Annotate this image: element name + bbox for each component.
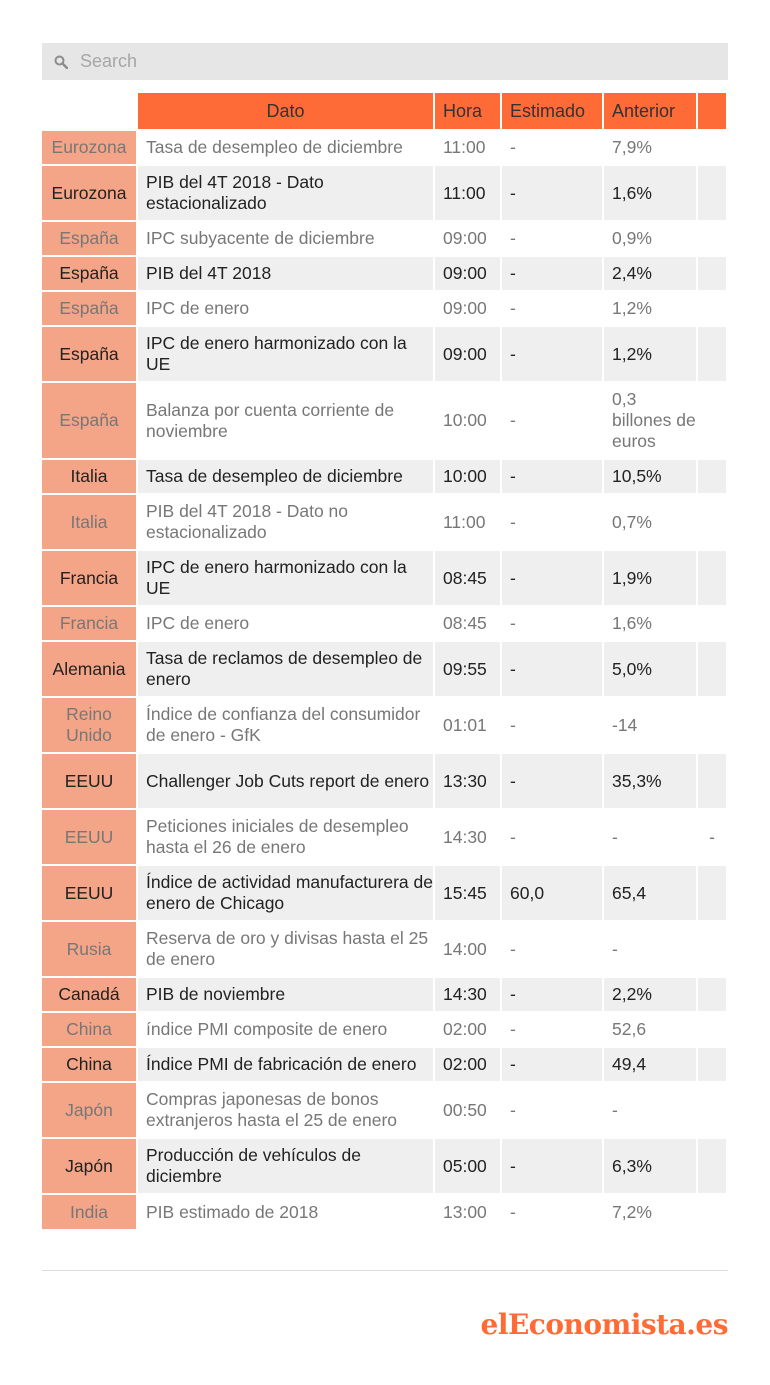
table-row (42, 865, 726, 921)
table-row (42, 753, 726, 809)
estimado-cell: - (501, 809, 603, 865)
dato-cell: Balanza por cuenta corriente de noviembre (137, 382, 434, 459)
estimado-cell: - (501, 697, 603, 753)
anterior-cell: 0,9% (603, 221, 697, 256)
country-cell: España (42, 382, 137, 459)
dato-cell: Índice PMI de fabricación de enero (137, 1047, 434, 1082)
anterior-cell: 2,2% (603, 977, 697, 1012)
anterior-cell: 65,4 (603, 865, 697, 921)
extra-cell (697, 1047, 726, 1082)
table-row (42, 291, 726, 326)
country-cell: China (42, 1047, 137, 1082)
table-row (42, 1138, 726, 1194)
extra-cell (697, 606, 726, 641)
country-cell: España (42, 326, 137, 382)
header-hora[interactable]: Hora (434, 93, 501, 130)
estimado-cell: - (501, 256, 603, 291)
country-cell: Japón (42, 1082, 137, 1138)
dato-cell: PIB estimado de 2018 (137, 1194, 434, 1229)
anterior-cell: 2,4% (603, 256, 697, 291)
table-row (42, 130, 726, 165)
dato-cell: PIB del 4T 2018 - Dato estacionalizado (137, 165, 434, 221)
estimado-cell: - (501, 641, 603, 697)
header-dato[interactable]: Dato (137, 93, 434, 130)
table-row (42, 606, 726, 641)
estimado-cell: - (501, 1138, 603, 1194)
anterior-cell: 5,0% (603, 641, 697, 697)
estimado-cell: - (501, 382, 603, 459)
extra-cell (697, 221, 726, 256)
hora-cell: 13:30 (434, 753, 501, 809)
footer-divider (42, 1270, 728, 1271)
country-cell: Eurozona (42, 165, 137, 221)
anterior-cell: 52,6 (603, 1012, 697, 1047)
header-estimado[interactable]: Estimado (501, 93, 603, 130)
country-cell: Japón (42, 1138, 137, 1194)
estimado-cell: - (501, 921, 603, 977)
estimado-cell: - (501, 326, 603, 382)
header-corner (42, 93, 137, 130)
hora-cell: 09:00 (434, 291, 501, 326)
hora-cell: 14:30 (434, 809, 501, 865)
table-row (42, 977, 726, 1012)
extra-cell (697, 291, 726, 326)
table-row (42, 697, 726, 753)
dato-cell: Peticiones iniciales de desempleo hasta el 26 de enero (137, 809, 434, 865)
country-cell: Alemania (42, 641, 137, 697)
hora-cell: 11:00 (434, 494, 501, 550)
search-input[interactable] (78, 42, 728, 81)
dato-cell: IPC de enero harmonizado con la UE (137, 326, 434, 382)
dato-cell: IPC de enero (137, 606, 434, 641)
anterior-cell: 7,2% (603, 1194, 697, 1229)
dato-cell: Tasa de desempleo de diciembre (137, 130, 434, 165)
search-icon (54, 55, 68, 69)
estimado-cell: - (501, 550, 603, 606)
hora-cell: 10:00 (434, 459, 501, 494)
extra-cell (697, 1138, 726, 1194)
extra-cell: - (697, 809, 726, 865)
hora-cell: 08:45 (434, 550, 501, 606)
dato-cell: Challenger Job Cuts report de enero (137, 753, 434, 809)
extra-cell (697, 165, 726, 221)
extra-cell (697, 494, 726, 550)
extra-cell (697, 1012, 726, 1047)
hora-cell: 11:00 (434, 130, 501, 165)
estimado-cell: - (501, 1082, 603, 1138)
hora-cell: 08:45 (434, 606, 501, 641)
table-row (42, 809, 726, 865)
country-cell: Francia (42, 550, 137, 606)
anterior-cell: 1,6% (603, 606, 697, 641)
anterior-cell: 7,9% (603, 130, 697, 165)
dato-cell: IPC subyacente de diciembre (137, 221, 434, 256)
estimado-cell: - (501, 494, 603, 550)
anterior-cell: - (603, 1082, 697, 1138)
anterior-cell: 1,2% (603, 326, 697, 382)
estimado-cell: 60,0 (501, 865, 603, 921)
dato-cell: IPC de enero harmonizado con la UE (137, 550, 434, 606)
country-cell: EEUU (42, 865, 137, 921)
extra-cell (697, 977, 726, 1012)
table-row (42, 1082, 726, 1138)
hora-cell: 11:00 (434, 165, 501, 221)
anterior-cell: 6,3% (603, 1138, 697, 1194)
estimado-cell: - (501, 1012, 603, 1047)
dato-cell: PIB de noviembre (137, 977, 434, 1012)
dato-cell: índice PMI composite de enero (137, 1012, 434, 1047)
estimado-cell: - (501, 1194, 603, 1229)
extra-cell (697, 697, 726, 753)
extra-cell (697, 641, 726, 697)
extra-cell (697, 865, 726, 921)
extra-cell (697, 326, 726, 382)
hora-cell: 02:00 (434, 1047, 501, 1082)
anterior-cell: 49,4 (603, 1047, 697, 1082)
anterior-cell: 0,3 billones de euros (603, 382, 697, 459)
country-cell: España (42, 256, 137, 291)
country-cell: Francia (42, 606, 137, 641)
extra-cell (697, 550, 726, 606)
hora-cell: 00:50 (434, 1082, 501, 1138)
header-extra (697, 93, 726, 130)
estimado-cell: - (501, 1047, 603, 1082)
estimado-cell: - (501, 459, 603, 494)
table-row (42, 221, 726, 256)
extra-cell (697, 459, 726, 494)
dato-cell: PIB del 4T 2018 - Dato no estacionalizado (137, 494, 434, 550)
hora-cell: 13:00 (434, 1194, 501, 1229)
anterior-cell: 1,9% (603, 550, 697, 606)
estimado-cell: - (501, 291, 603, 326)
estimado-cell: - (501, 753, 603, 809)
country-cell: Italia (42, 459, 137, 494)
dato-cell: Índice de actividad manufacturera de enero de Chicago (137, 865, 434, 921)
dato-cell: Reserva de oro y divisas hasta el 25 de enero (137, 921, 434, 977)
estimado-cell: - (501, 606, 603, 641)
dato-cell: Índice de confianza del consumidor de enero - GfK (137, 697, 434, 753)
table-row (42, 1012, 726, 1047)
country-cell: Rusia (42, 921, 137, 977)
extra-cell (697, 1194, 726, 1229)
anterior-cell: - (603, 809, 697, 865)
anterior-cell: 10,5% (603, 459, 697, 494)
hora-cell: 09:55 (434, 641, 501, 697)
extra-cell (697, 1082, 726, 1138)
dato-cell: PIB del 4T 2018 (137, 256, 434, 291)
table-row (42, 165, 726, 221)
anterior-cell: 1,6% (603, 165, 697, 221)
hora-cell: 15:45 (434, 865, 501, 921)
table-header-row (42, 93, 726, 130)
search-bar[interactable] (42, 43, 728, 80)
dato-cell: Producción de vehículos de diciembre (137, 1138, 434, 1194)
country-cell: España (42, 291, 137, 326)
hora-cell: 09:00 (434, 256, 501, 291)
table-row (42, 494, 726, 550)
country-cell: India (42, 1194, 137, 1229)
header-anterior[interactable]: Anterior (603, 93, 697, 130)
extra-cell (697, 921, 726, 977)
anterior-cell: 1,2% (603, 291, 697, 326)
extra-cell (697, 130, 726, 165)
country-cell: EEUU (42, 809, 137, 865)
economic-calendar-table (42, 93, 726, 1229)
hora-cell: 10:00 (434, 382, 501, 459)
hora-cell: 09:00 (434, 221, 501, 256)
country-cell: EEUU (42, 753, 137, 809)
table-row (42, 550, 726, 606)
table-row (42, 641, 726, 697)
country-cell: Italia (42, 494, 137, 550)
anterior-cell: 35,3% (603, 753, 697, 809)
hora-cell: 05:00 (434, 1138, 501, 1194)
table-row (42, 1194, 726, 1229)
table-row (42, 382, 726, 459)
dato-cell: Compras japonesas de bonos extranjeros hasta el 25 de enero (137, 1082, 434, 1138)
anterior-cell: - (603, 921, 697, 977)
table-row (42, 459, 726, 494)
estimado-cell: - (501, 165, 603, 221)
anterior-cell: -14 (603, 697, 697, 753)
estimado-cell: - (501, 130, 603, 165)
estimado-cell: - (501, 977, 603, 1012)
estimado-cell: - (501, 221, 603, 256)
country-cell: España (42, 221, 137, 256)
extra-cell (697, 256, 726, 291)
country-cell: Eurozona (42, 130, 137, 165)
table-row (42, 1047, 726, 1082)
hora-cell: 14:00 (434, 921, 501, 977)
eleconomista-logo: elEconomista.es (480, 1308, 728, 1341)
table-row (42, 921, 726, 977)
hora-cell: 02:00 (434, 1012, 501, 1047)
hora-cell: 14:30 (434, 977, 501, 1012)
country-cell: Canadá (42, 977, 137, 1012)
table-row (42, 256, 726, 291)
dato-cell: Tasa de desempleo de diciembre (137, 459, 434, 494)
dato-cell: IPC de enero (137, 291, 434, 326)
hora-cell: 09:00 (434, 326, 501, 382)
table-row (42, 326, 726, 382)
extra-cell (697, 753, 726, 809)
hora-cell: 01:01 (434, 697, 501, 753)
country-cell: Reino Unido (42, 697, 137, 753)
dato-cell: Tasa de reclamos de desempleo de enero (137, 641, 434, 697)
anterior-cell: 0,7% (603, 494, 697, 550)
country-cell: China (42, 1012, 137, 1047)
extra-cell (697, 382, 726, 459)
